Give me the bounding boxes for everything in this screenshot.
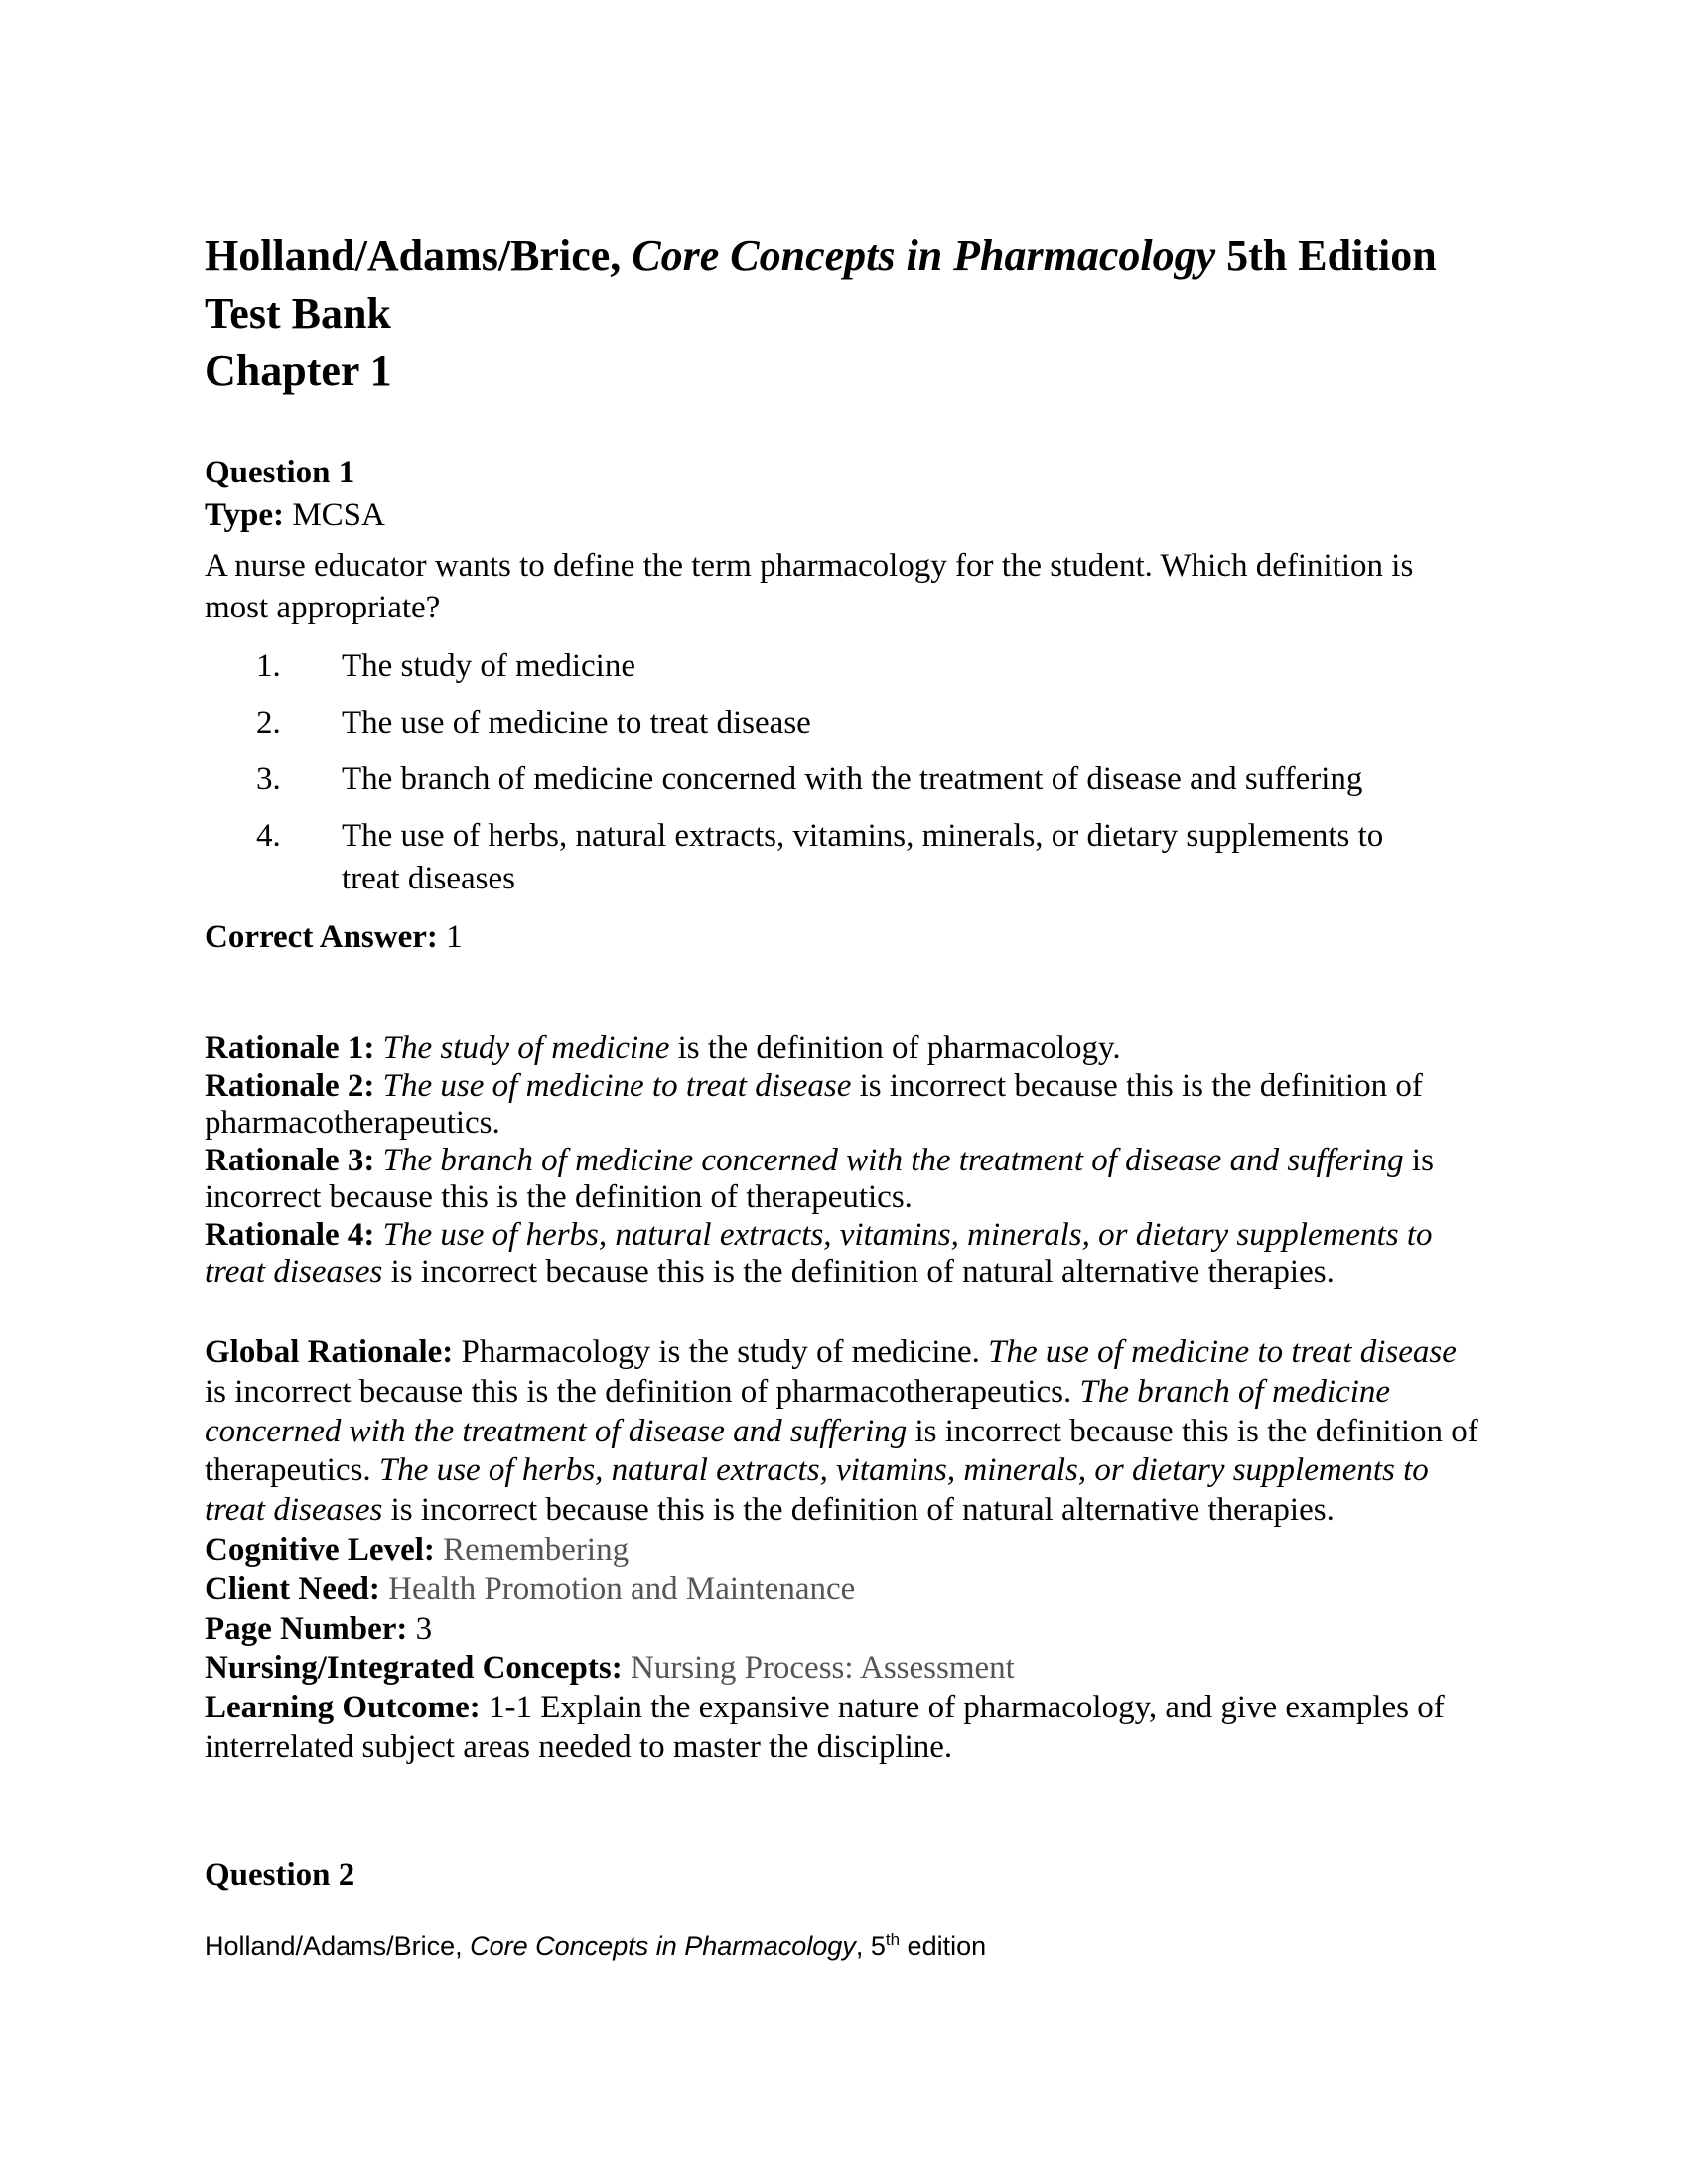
rationale-label: Rationale 1:: [205, 1030, 375, 1066]
rationale-option: The study of medicine: [374, 1030, 670, 1066]
rationale-option: The use of herbs, natural extracts, vitamins, minerals, or dietary supplements to treat diseases: [205, 1216, 1433, 1290]
rationale-text: is incorrect because this is the definition of pharmacotherapeutics.: [205, 1067, 1423, 1141]
option-number: 2.: [256, 705, 281, 741]
option-text: The branch of medicine concerned with the treatment of disease and suffering: [342, 761, 1363, 797]
global-text: is incorrect because this is the definition of therapeutics.: [205, 1413, 1478, 1489]
page-number: [205, 1610, 1480, 1650]
global-text: is incorrect because this is the definition of natural alternative therapies.: [382, 1492, 1335, 1529]
option-1: [256, 645, 1448, 688]
book-title: Core Concepts in Pharmacology: [632, 231, 1216, 280]
rationale-option: The use of medicine to treat disease: [374, 1067, 852, 1104]
question-2-title: Question 2: [205, 1857, 355, 1893]
meta-value: 3: [407, 1610, 433, 1647]
correct-answer-label: Correct Answer:: [205, 919, 438, 955]
option-3: [256, 758, 1448, 801]
option-number: 3.: [256, 761, 281, 797]
type-label: Type:: [205, 497, 285, 533]
footer-edition-sup: th: [885, 1930, 901, 1949]
meta-value: Nursing Process: Assessment: [622, 1650, 1015, 1687]
global-rationale-label: Global Rationale:: [205, 1334, 454, 1370]
title-line-2: Test Bank: [205, 289, 391, 338]
option-number: 1.: [256, 648, 281, 684]
meta-value: Remembering: [434, 1531, 630, 1568]
global-text: Pharmacology is the study of medicine.: [453, 1334, 989, 1370]
rationale-option: The branch of medicine concerned with the treatment of disease and suffering: [374, 1142, 1404, 1178]
meta-value: Health Promotion and Maintenance: [379, 1570, 856, 1607]
rationale-2: [205, 1068, 1471, 1143]
authors: Holland/Adams/Brice,: [205, 231, 633, 280]
footer-edition-word: edition: [900, 1931, 987, 1961]
rationale-1: [205, 1030, 1471, 1068]
meta-label: Client Need:: [205, 1570, 380, 1607]
correct-answer-value: 1: [437, 919, 463, 955]
option-text: The use of herbs, natural extracts, vitamins, minerals, or dietary supplements to treat diseases: [342, 818, 1384, 896]
document-title: [205, 227, 1476, 400]
rationale-4: [205, 1217, 1471, 1292]
option-text: The study of medicine: [342, 648, 636, 684]
cognitive-level: [205, 1531, 1480, 1570]
rationale-3: [205, 1143, 1471, 1217]
global-text: is incorrect because this is the definition of pharmacotherapeutics.: [205, 1373, 1080, 1410]
option-2: [256, 702, 1448, 745]
option-number: 4.: [256, 818, 281, 854]
footer-edition: , 5: [855, 1931, 886, 1961]
title-line-1: [205, 227, 1476, 285]
chapter-heading: Chapter 1: [205, 346, 392, 395]
global-italic: The use of medicine to treat disease: [988, 1334, 1457, 1370]
question-stem: A nurse educator wants to define the term pharmacology for the student. Which definition is most appropriate?: [205, 548, 1414, 625]
rationale-label: Rationale 2:: [205, 1067, 375, 1104]
question-1-header: [205, 452, 1476, 537]
nursing-concepts: [205, 1649, 1480, 1689]
global-rationale: [205, 1333, 1480, 1768]
rationale-text: is incorrect because this is the definition of therapeutics.: [205, 1142, 1434, 1215]
footer-authors: Holland/Adams/Brice,: [205, 1931, 471, 1961]
meta-label: Page Number:: [205, 1610, 408, 1647]
rationales: [205, 1030, 1471, 1292]
learning-outcome: [205, 1689, 1480, 1768]
meta-value: 1-1 Explain the expansive nature of pharmacology, and give examples of interrelated subject areas needed to master the discipline.: [205, 1690, 1445, 1765]
option-text: The use of medicine to treat disease: [342, 705, 811, 741]
question-1-heading: Question 1: [205, 455, 355, 490]
correct-answer: [205, 916, 1476, 959]
client-need: [205, 1570, 1480, 1610]
page-footer: [205, 1930, 986, 1962]
question-2-heading: [205, 1854, 1476, 1897]
option-4: [256, 815, 1398, 900]
edition: 5th Edition: [1215, 231, 1437, 280]
footer-book-title: Core Concepts in Pharmacology: [470, 1931, 856, 1961]
global-italic: The use of herbs, natural extracts, vitamins, minerals, or dietary supplements to treat diseases: [205, 1452, 1429, 1529]
meta-label: Learning Outcome:: [205, 1690, 481, 1726]
rationale-label: Rationale 3:: [205, 1142, 375, 1178]
rationale-text: is incorrect because this is the definition of natural alternative therapies.: [382, 1254, 1335, 1290]
meta-label: Cognitive Level:: [205, 1531, 435, 1568]
meta-label: Nursing/Integrated Concepts:: [205, 1650, 623, 1687]
global-italic: The branch of medicine concerned with the treatment of disease and suffering: [205, 1373, 1391, 1449]
rationale-label: Rationale 4:: [205, 1216, 375, 1253]
type-value: MCSA: [284, 497, 385, 533]
rationale-text: is the definition of pharmacology.: [669, 1030, 1121, 1066]
